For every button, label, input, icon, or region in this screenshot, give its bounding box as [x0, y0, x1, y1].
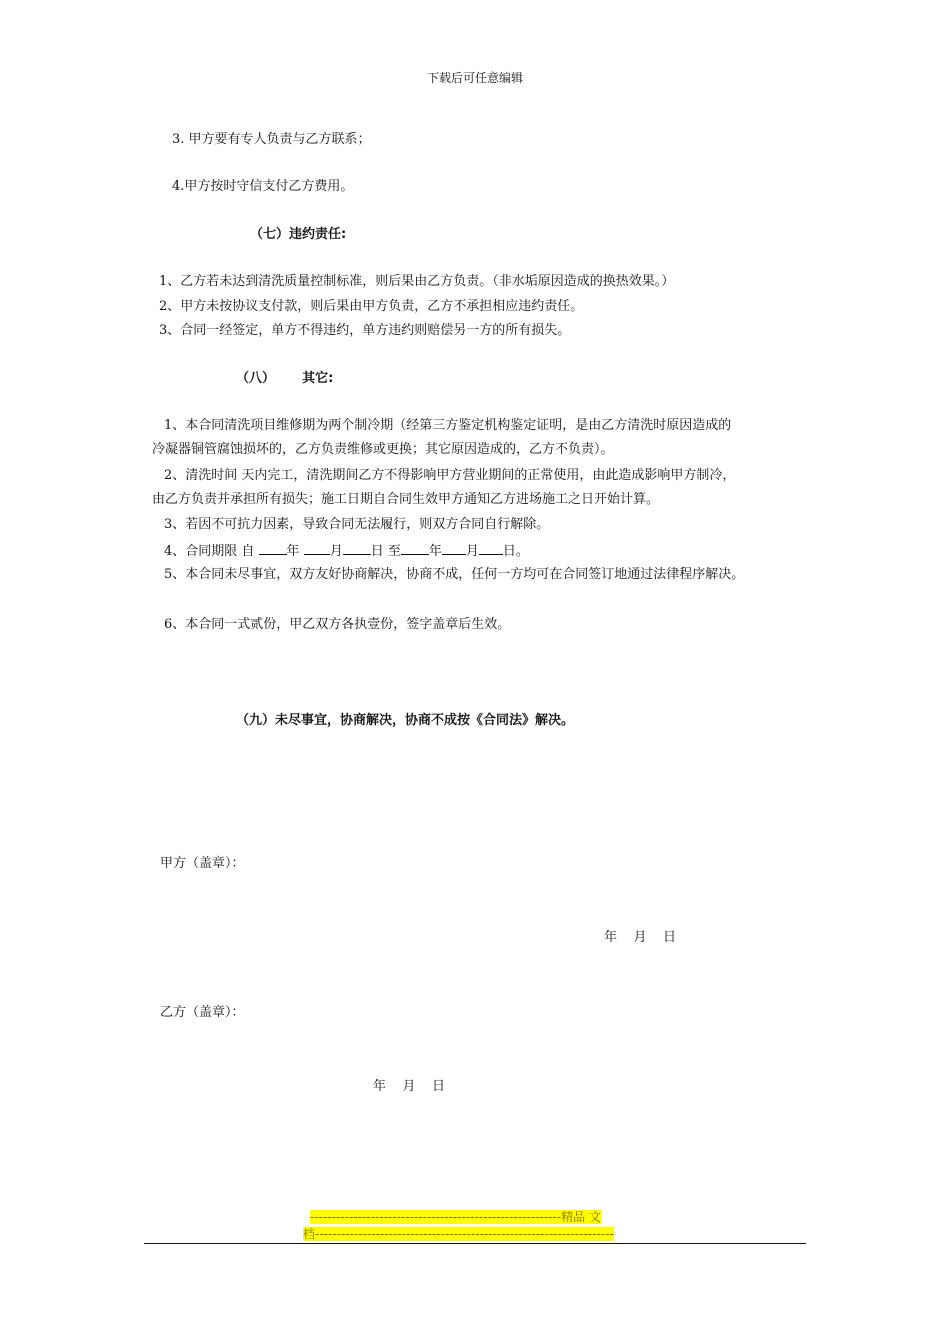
section7-title: （七）违约责任:: [250, 227, 347, 242]
page-header: 下载后可任意编辑: [426, 71, 523, 85]
section8-label: 其它:: [302, 371, 334, 386]
term-month-2: 月: [465, 544, 479, 559]
section9-title: （九）未尽事宜，协商解决，协商不成按《合同法》解决。: [236, 713, 575, 728]
duty-item-3: 3. 甲方要有专人负责与乙方联系；: [172, 132, 371, 147]
start-month-blank: [304, 542, 330, 555]
end-day-blank: [479, 542, 503, 555]
term-day-2: 日。: [502, 544, 529, 559]
section8-item-2-line1: 2、清洗时间 天内完工，清洗期间乙方不得影响甲方营业期间的正常使用，由此造成影响甲方制冷，: [164, 468, 736, 483]
party-b-label: 乙方（盖章）：: [160, 1005, 245, 1020]
footer-rule: [144, 1243, 806, 1244]
section8-item-2-line2: 由乙方负责并承担所有损失；施工日期自合同生效甲方通知乙方进场施工之日开始计算。: [152, 492, 660, 507]
term-day-1: 日 至: [370, 544, 401, 559]
section8-item-1-line2: 冷凝器铜管腐蚀损坏的，乙方负责维修或更换；其它原因造成的，乙方不负责）。: [152, 442, 614, 457]
party-a-date: 年 月 日: [604, 930, 677, 945]
section8-item-5: 5、本合同未尽事宜，双方友好协商解决，协商不成，任何一方均可在合同签订地通过法律程序解决。: [164, 567, 745, 582]
footer-watermark-line2: [303, 1226, 614, 1243]
term-year-1: 年: [286, 544, 300, 559]
section8-item-4: [164, 542, 529, 560]
party-b-date: 年 月 日: [373, 1079, 446, 1094]
term-month-1: 月: [329, 544, 343, 559]
section8-item-1-line1: 1、本合同清洗项目维修期为两个制冷期（经第三方鉴定机构鉴定证明，是由乙方清洗时原因造成的: [164, 418, 732, 433]
footer-highlight-1: ----------------------------------------------------------精品 文: [310, 1210, 601, 1224]
section8-title: [236, 371, 333, 387]
section7-item-2: 2、甲方未按协议支付款，则后果由甲方负责，乙方不承担相应违约责任。: [159, 299, 584, 314]
section8-item-3: 3、若因不可抗力因素，导致合同无法履行，则双方合同自行解除。: [164, 517, 550, 532]
section7-item-1: 1、乙方若未达到清洗质量控制标准，则后果由乙方负责。（非水垢原因造成的换热效果。）: [159, 274, 675, 289]
footer-watermark-line1: [310, 1209, 601, 1226]
start-day-blank: [343, 542, 371, 555]
term-prefix: 4、合同期限 自: [164, 544, 259, 559]
footer-highlight-2: 档---------------------------------------------------------------------: [303, 1227, 614, 1241]
section7-item-3: 3、合同一经签定，单方不得违约，单方违约则赔偿另一方的所有损失。: [159, 323, 571, 338]
duty-item-4: 4.甲方按时守信支付乙方费用。: [172, 179, 354, 194]
start-year-blank: [259, 542, 287, 555]
end-month-blank: [442, 542, 466, 555]
section8-item-6: 6、本合同一式贰份，甲乙双方各执壹份，签字盖章后生效。: [164, 617, 511, 632]
end-year-blank: [401, 542, 429, 555]
term-year-2: 年: [428, 544, 442, 559]
section8-number: （八）: [236, 371, 276, 386]
party-a-label: 甲方（盖章）：: [160, 856, 245, 871]
